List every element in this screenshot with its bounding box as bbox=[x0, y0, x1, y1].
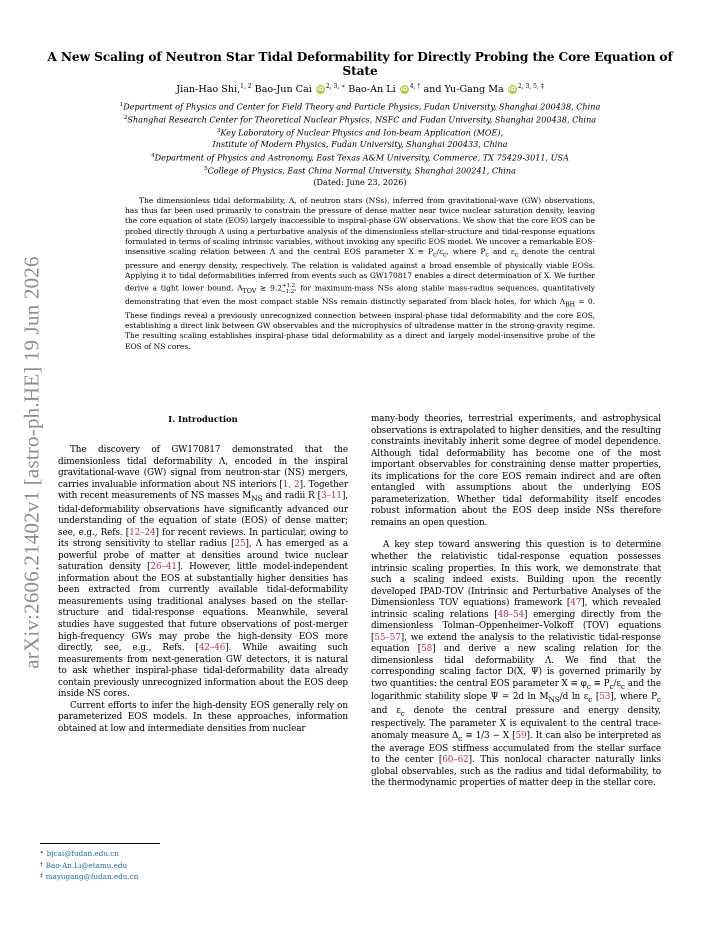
abstract bbox=[125, 196, 595, 352]
author-affiliation-marks: 1, 2 bbox=[240, 83, 252, 90]
citation-link[interactable]: 53 bbox=[599, 692, 611, 703]
affiliation-number: 4 bbox=[151, 152, 155, 159]
subscript: NS bbox=[251, 493, 263, 503]
footnote-email bbox=[40, 871, 340, 883]
citation-link[interactable]: 25 bbox=[234, 539, 246, 550]
author-affiliation-marks: 4, † bbox=[409, 83, 421, 90]
subscript: c bbox=[458, 733, 463, 743]
citation-link[interactable]: 42–46 bbox=[198, 643, 226, 654]
body-text: /ε bbox=[613, 679, 621, 690]
body-text: The discovery of GW170817 demonstrated that the dimensionless tidal deformability Λ, encoded in the inspiral gravitational-wave (GW) signal from neutron-star (NS) mergers, carries invaluable information about NS interiors [ bbox=[58, 445, 348, 490]
affiliation-number: 5 bbox=[204, 165, 208, 172]
body-text: ]. This nonlocal character naturally links global observables, such as the radius and tidal deformability, to the thermodynamic properties of matter deep in the stellar core. bbox=[371, 755, 661, 789]
body-paragraph bbox=[371, 540, 661, 790]
email-link[interactable]: bjcai@fudan.edu.cn bbox=[46, 849, 119, 858]
citation-link[interactable]: 3–11 bbox=[321, 491, 342, 502]
body-text: and radii R [ bbox=[262, 491, 322, 502]
subscript: c bbox=[400, 708, 405, 718]
footnote-mark: ∗ bbox=[40, 850, 44, 856]
body-text: ]. Together with recent measurements of NS masses M bbox=[58, 479, 348, 502]
right-column bbox=[371, 414, 661, 790]
body-text: /d ln ε bbox=[559, 692, 589, 703]
body-text: ] for recent reviews. In particular, owing to its strong sensitivity to stellar radius [ bbox=[58, 527, 348, 550]
affiliation-3 bbox=[60, 126, 660, 139]
email-link[interactable]: Bao-An.Li@etamu.edu bbox=[45, 860, 128, 870]
footnote-divider bbox=[40, 843, 160, 844]
author-name: Jian-Hao Shi, bbox=[176, 84, 241, 96]
body-text: ]. While awaiting such measurements from next-generation GW detectors, it is natural to ask whether inspiral-phase tidal-deformability data already contain previously unrecognized information about the EOS deep inside NS cores. bbox=[58, 643, 348, 700]
subscript: c bbox=[586, 681, 591, 691]
affiliation-4 bbox=[60, 151, 660, 164]
abstract-text: and ε bbox=[488, 247, 515, 257]
subscript: −1.2 bbox=[281, 289, 295, 296]
body-paragraph bbox=[58, 445, 348, 701]
body-text: and the logarithmic stability slope Ψ = 2d ln M bbox=[371, 679, 661, 703]
affiliation-list bbox=[60, 100, 660, 188]
affiliation-text: Department of Physics and Astronomy, East Texas A&M University, Commerce, TX 75429-3011, USA bbox=[154, 152, 569, 163]
footnote-email bbox=[40, 860, 340, 872]
dated-line: (Dated: June 23, 2026) bbox=[313, 176, 407, 187]
citation-link[interactable]: 1, 2 bbox=[282, 479, 300, 490]
subscript: c bbox=[514, 251, 519, 259]
abstract-text: ≳ 9.2 bbox=[256, 283, 282, 293]
abstract-text: /ε bbox=[436, 247, 443, 257]
citation-link[interactable]: 59 bbox=[515, 730, 527, 741]
body-text: ], Λ has emerged as a powerful probe of matter at densities around twice nuclear saturation density [ bbox=[58, 539, 348, 573]
affiliation-text: Shanghai Research Center for Theoretical Nuclear Physics, NSFC and Fudan University, Shanghai 200438, China bbox=[127, 114, 597, 125]
author-name: Bao-An Li bbox=[348, 84, 396, 96]
arxiv-identifier-stamp[interactable] bbox=[4, 232, 60, 692]
body-text: ≡ 1/3 − X [ bbox=[462, 730, 516, 741]
paper-title: A New Scaling of Neutron Star Tidal Deformability for Directly Probing the Core Equation of State bbox=[47, 50, 673, 78]
body-text: ], we extend the analysis to the relativistic tidal-response equation [ bbox=[371, 632, 661, 655]
abstract-text: , for maximum-mass NSs along stable mass-radius sequences, quantitatively demonstrating that even the most compact stable NSs remain distinctly separated from black holes, for which Λ bbox=[125, 283, 596, 307]
affiliation-number: 3 bbox=[216, 128, 221, 135]
subscript: c bbox=[620, 681, 625, 691]
body-text: ], tidal-deformability observations have significantly advanced our understanding of the equation of state (EOS) of dense matter; see, e.g., Refs. [ bbox=[58, 491, 349, 538]
affiliation-number: 1 bbox=[119, 102, 124, 108]
body-text: ] and derive a new scaling relation for the dimensionless tidal deformability Λ. We find that the corresponding scaling factor D(X, Ψ) is governed primarily by two quantities: the central EOS parameter X ≡ φ bbox=[371, 644, 662, 690]
body-text: ], which revealed intrinsic scaling relations [ bbox=[371, 598, 661, 620]
body-text: ≡ P bbox=[590, 679, 610, 690]
body-text: denote the central pressure and energy density, respectively. The parameter X is equivalent to the central trace-anomaly measure Δ bbox=[371, 705, 661, 741]
orcid-icon[interactable]: iD bbox=[400, 86, 408, 94]
body-paragraph: many-body theories, terrestrial experiments, and astrophysical observations is extrapolated to higher densities, and the resulting constraints inevitably inherit some degree of model dependence. Although tidal deformability has become one of the most important observables for constraining dense matter properties, its implications for the core EOS remain indirect and are often entangled with assumptions about the underlying EOS parameterization. Whether tidal deformability itself encodes robust information about the EOS deep inside NSs therefore remains an open question. bbox=[371, 414, 661, 528]
body-text: ]. It can also be interpreted as the average EOS stiffness accumulated from the stellar surface to the center [ bbox=[371, 730, 661, 766]
author-affiliation-marks: 2, 3, ∗ bbox=[325, 83, 346, 90]
citation-link[interactable]: 58 bbox=[421, 644, 433, 655]
subscript: TOV bbox=[242, 288, 257, 296]
subscript: c bbox=[656, 695, 662, 705]
author-name: and Yu-Gang Ma bbox=[423, 84, 504, 96]
footnote-mark: ‡ bbox=[40, 873, 43, 880]
affiliation-5 bbox=[60, 164, 660, 177]
citation-link[interactable]: 26–41 bbox=[150, 562, 177, 573]
superscript: +1.2 bbox=[281, 283, 296, 290]
affiliation-1 bbox=[60, 100, 660, 113]
section-heading-introduction: I. Introduction bbox=[168, 414, 238, 424]
citation-link[interactable]: 48–54 bbox=[497, 609, 524, 620]
citation-link[interactable]: 55–57 bbox=[374, 632, 401, 643]
subscript: BH bbox=[565, 301, 576, 309]
affiliation-text: College of Physics, East China Normal University, Shanghai 200241, China bbox=[207, 165, 516, 176]
subscript: c bbox=[442, 251, 447, 259]
body-text: A key step toward answering this question is to determine whether the relativistic tidal-response equation possesses intrinsic scaling properties. In this work, we demonstrate that such a scaling indeed exists. Building upon the recently developed IPAD-TOV (Intrinsic and Perturbative Analyses of the Dimensionless TOV equations) framework [ bbox=[371, 540, 661, 609]
author-list bbox=[80, 83, 640, 95]
footnote-email bbox=[40, 848, 340, 860]
body-text: and ε bbox=[371, 705, 401, 716]
body-text: ], where P bbox=[610, 692, 657, 703]
orcid-icon[interactable]: iD bbox=[508, 86, 516, 94]
abstract-text: denote the central pressure and energy density, respectively. The relation is validated against a broad ensemble of physically viable EOSs. Applying it to tidal deformabilities inferred from events such as GW170817 enables a direct determination of X. We further derive a tight lower bound, Λ bbox=[125, 247, 596, 293]
body-text: ]. However, little model-independent information about the EOS at substantially higher densities has been extracted from currently available tidal-deformability measurements using traditional analyses based on the stellar-structure and tidal-response equations. Meanwhile, several studies have suggested that future observations of post-merger high-frequency GWs may probe the high-density EOS more directly, see, e.g., Refs. [ bbox=[58, 562, 348, 654]
subscript: c bbox=[609, 681, 614, 691]
subscript: c bbox=[433, 251, 437, 259]
affiliation-text: Key Laboratory of Nuclear Physics and Ion-beam Application (MOE), bbox=[220, 127, 504, 138]
email-link[interactable]: mayugang@fudan.edu.cn bbox=[45, 872, 139, 882]
affiliation-2 bbox=[60, 113, 660, 126]
orcid-icon[interactable]: iD bbox=[316, 86, 324, 94]
author-name: Bao-Jun Cai bbox=[254, 84, 312, 96]
abstract-text: The dimensionless tidal deformability, Λ, of neutron stars (NSs), inferred from gravitational-wave (GW) observations, has thus far been used primarily to constrain the pressure of dense matter near twice nuclear saturation density, leaving the core equation of state (EOS) largely inaccessible to inspiral-phase GW observations. We show that the core EOS can be probed directly through Λ using a perturbative analysis of the dimensionless stellar-structure and tidal-response equations formulated in terms of scaling intrinsic variables, without invoking any specific EOS model. We uncover a remarkable EOS-insensitive scaling relation between Λ and the central EOS parameter X ≡ P bbox=[125, 196, 595, 257]
subscript: c bbox=[485, 251, 489, 259]
body-text: ] emerging directly from the dimensionless Tolman–Oppenheimer–Volkoff (TOV) equations [ bbox=[371, 609, 661, 643]
abstract-text: , where P bbox=[446, 247, 486, 257]
affiliation-number: 2 bbox=[123, 115, 128, 122]
citation-link[interactable]: 47 bbox=[570, 598, 582, 609]
citation-link[interactable]: 12–24 bbox=[129, 527, 156, 538]
arxiv-stamp-text: arXiv:2606.21402v1 [astro-ph.HE] 19 Jun 2026 bbox=[19, 255, 44, 669]
footnotes bbox=[40, 848, 340, 883]
abstract-text: = 0. These findings reveal a previously unrecognized connection between inspiral-phase tidal deformability and the core EOS, establishing a direct link between GW observables and the microphysics of ultradense matter in the strong-gravity regime. The resulting scaling establishes inspiral-phase tidal deformability as a direct and largely model-insensitive probe of the EOS of NS cores. bbox=[125, 297, 595, 351]
footnote-mark: † bbox=[40, 861, 43, 868]
affiliation-text: Department of Physics and Center for Field Theory and Particle Physics, Fudan University, Shanghai 200438, China bbox=[123, 101, 601, 112]
author-affiliation-marks: 2, 3, 5, ‡ bbox=[517, 83, 544, 90]
citation-link[interactable]: 60–62 bbox=[442, 755, 469, 766]
body-text: [ bbox=[592, 692, 600, 703]
left-column bbox=[58, 445, 348, 735]
affiliation-3-cont: Institute of Modern Physics, Fudan University, Shanghai 200433, China bbox=[212, 139, 508, 150]
body-paragraph: Current efforts to infer the high-density EOS generally rely on parameterized EOS models. In these approaches, information obtained at low and intermediate densities from nuclear bbox=[58, 700, 348, 734]
subscript: c bbox=[588, 695, 593, 705]
subscript: NS bbox=[548, 695, 560, 705]
